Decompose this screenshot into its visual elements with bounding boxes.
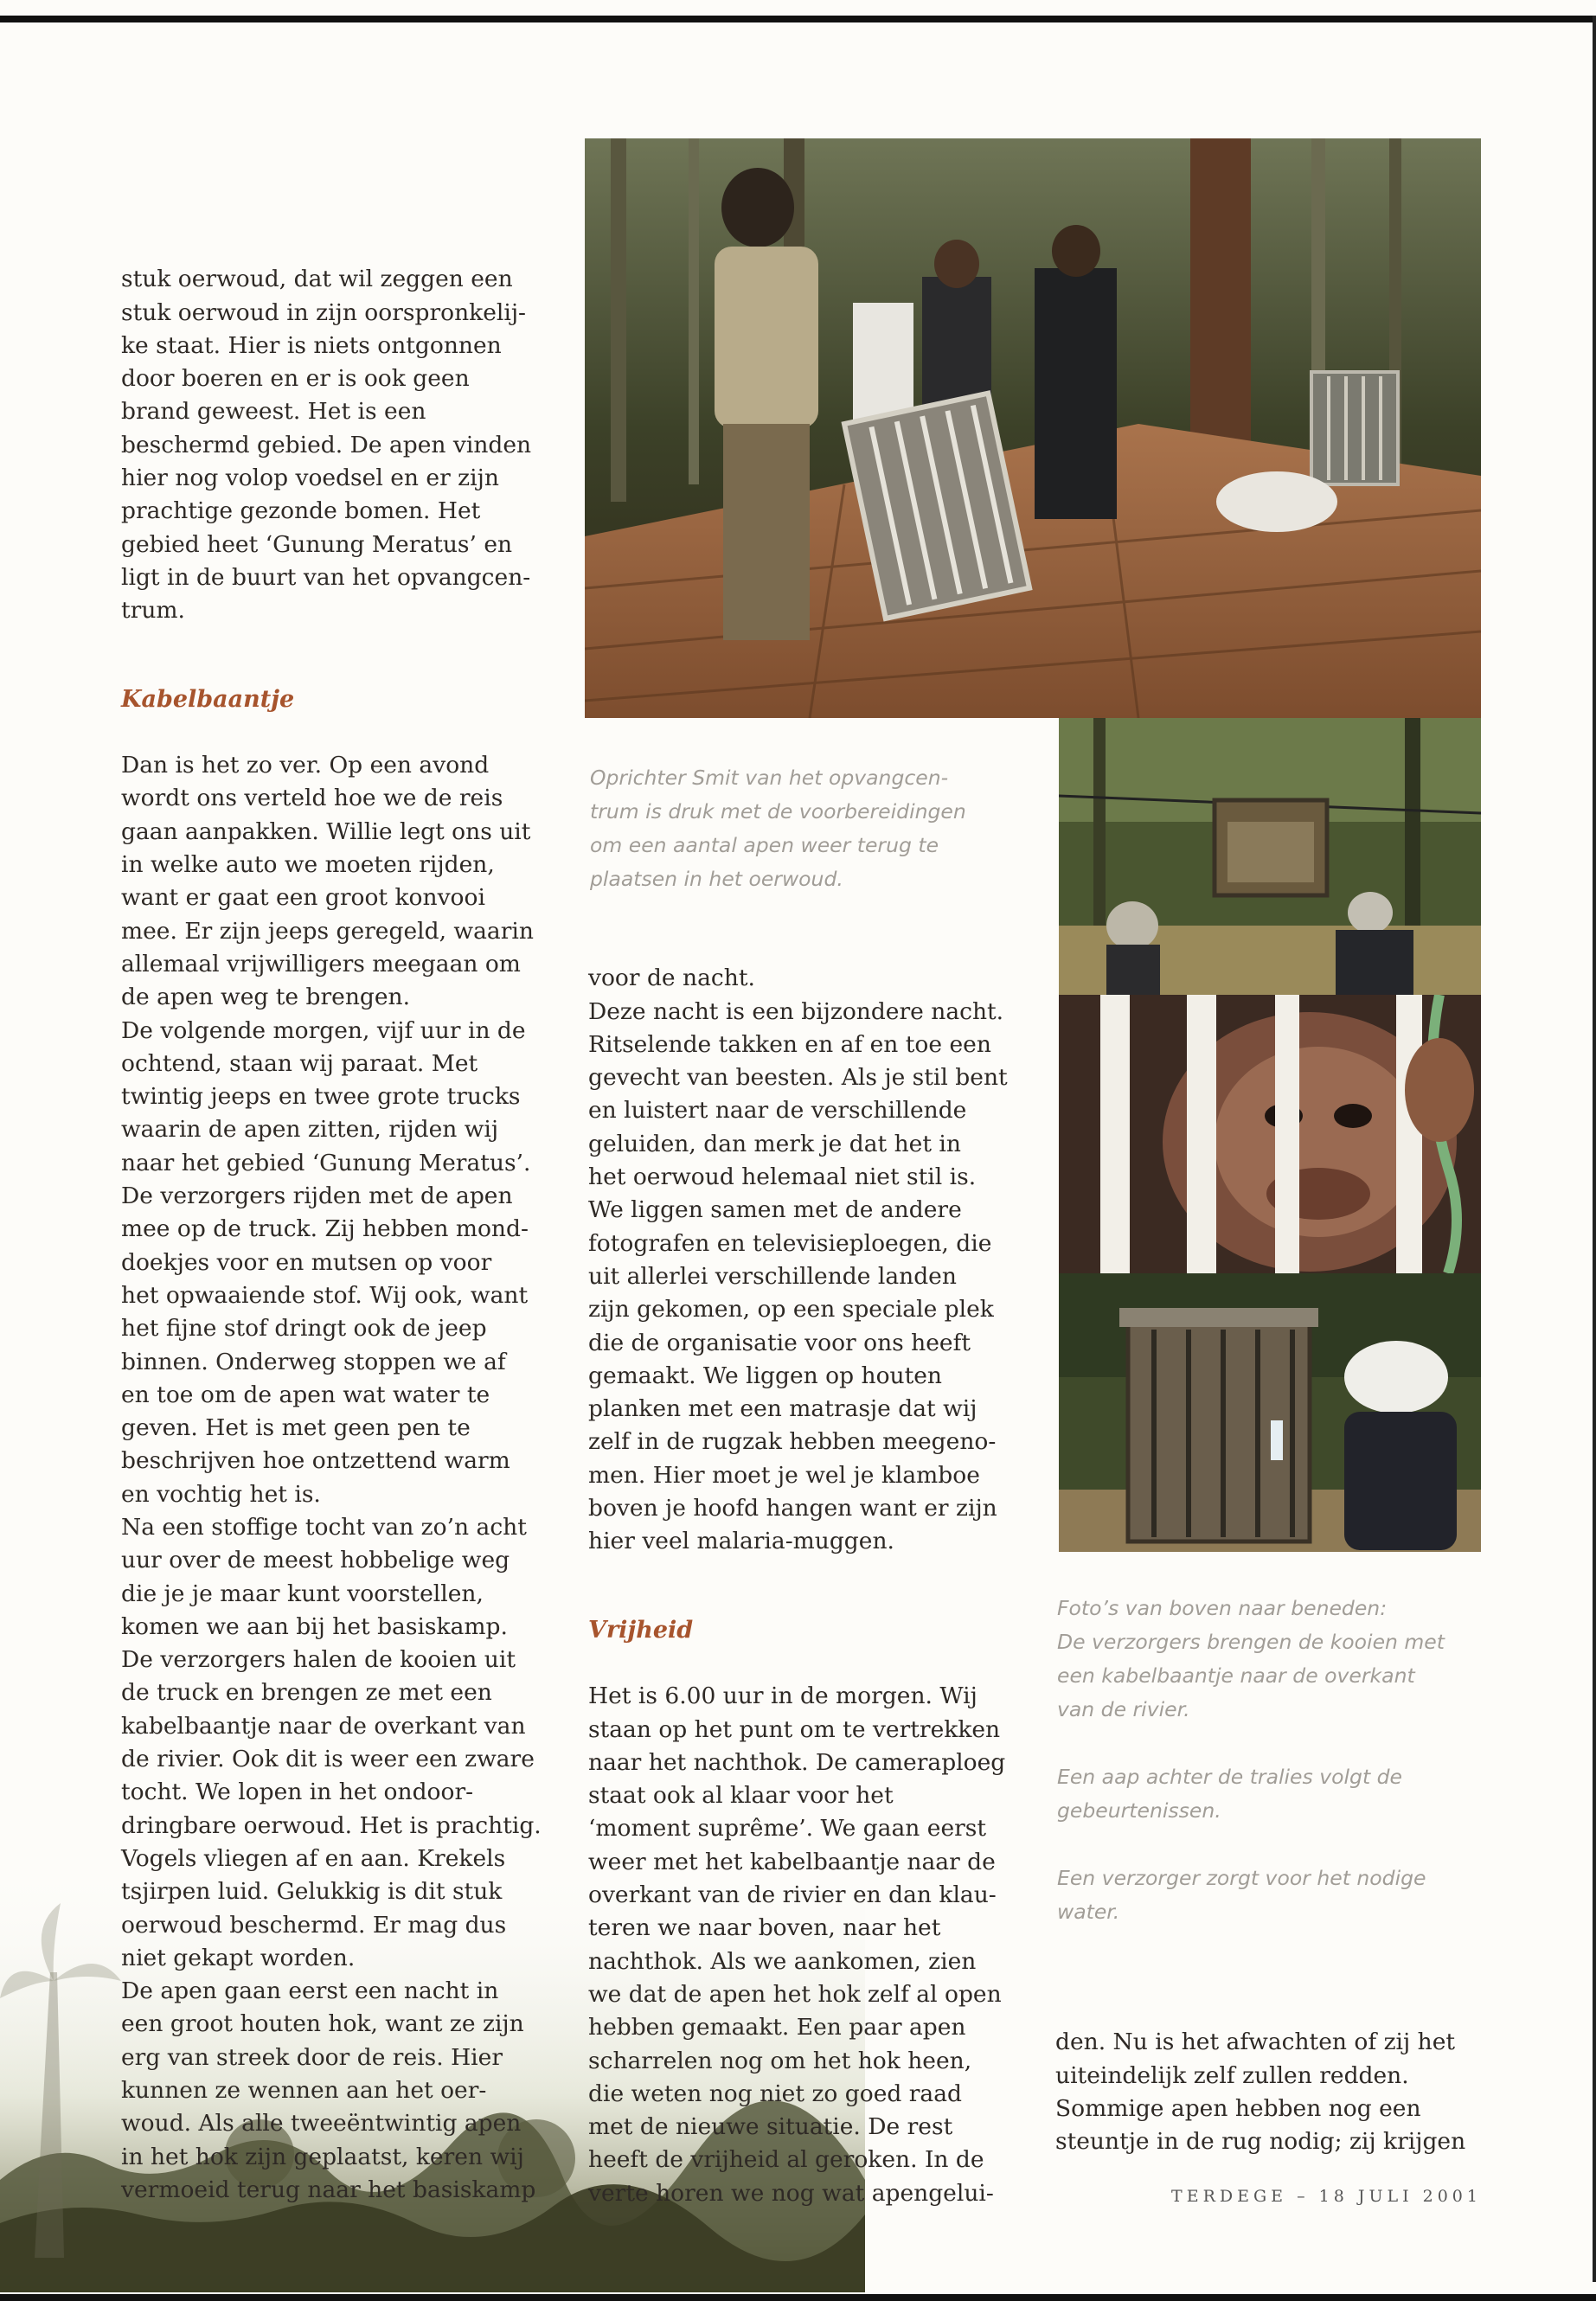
column-2-body-text: Het is 6.00 uur in de morgen. Wij staan op het punt om te vertrekken naar het nachthok. De cameraploeg staat ook al klaar voor het ‘moment suprême’. We gaan eerst weer met het kabelbaantje naar de overkant van de rivier en dan klau- teren we naar boven, naar het nachthok. Als we aankomen, zien we dat de apen het hok zelf al open hebben gemaakt. Een paar apen scharrelen nog om het hok heen, die weten nog niet zo goed raad met de nieuwe situatie. De rest heeft de vrijheid al geroken. In de verte horen we nog wat apengelui- [588, 1682, 1006, 2207]
column-1-intro-text: stuk oerwoud, dat wil zeggen een stuk oerwoud in zijn oorspronkelij- ke staat. Hier is niets ontgonnen door boeren en er is ook geen brand geweest. Het is een beschermd gebied. De apen vinden hier nog volop voedsel en er zijn prachtige gezonde bomen. Het gebied heet ‘Gunung Meratus’ en ligt in de buurt van het opvangcen- trum. [121, 266, 532, 625]
column-3-body-text: den. Nu is het afwachten of zij het uiteindelijk zelf zullen redden. Sommige apen hebben nog een steuntje in de rug nodig; zij krijgen [1055, 2029, 1466, 2156]
column-3 [1055, 1993, 1505, 2192]
page-footer [1171, 2187, 1482, 2206]
publication-name: TERDEGE [1171, 2187, 1288, 2206]
caption-photos-intro: Foto’s van boven naar beneden: [1057, 1596, 1388, 1620]
column-2 [588, 929, 1029, 2243]
caption-cable-car: De verzorgers brengen de kooien met een kabelbaantje naar de overkant van de rivier. [1057, 1630, 1445, 1721]
column-2-intro-text: voor de nacht. Deze nacht is een bijzondere nacht. Ritselende takken en af en toe een gevecht van beesten. Als je stil bent en luistert naar de verschillende geluiden, dan merk je dat het in het oerwoud helemaal niet stil is. We liggen samen met de andere fotografen en televisieploegen, die uit allerlei verschillende landen zijn gekomen, op een speciale plek die de organisatie voor ons heeft gemaakt. We liggen op houten planken met een matrasje dat wij zelf in de rugzak hebben meegeno- men. Hier moet je wel je klamboe boven je hoofd hangen want er zijn hier veel malaria-muggen. [588, 965, 1008, 1555]
caption-top-photo: Oprichter Smit van het opvangcen- trum is druk met de voorbereidingen om een aantal apen weer terug te plaatsen in het oerwoud. [590, 766, 966, 891]
footer-separator: – [1297, 2187, 1310, 2206]
heading-vrijheid: Vrijheid [588, 1616, 694, 1644]
caption-ape-bars: Een aap achter de tralies volgt de gebeurtenissen. [1057, 1765, 1403, 1823]
photo-founder-carrying-cage [585, 138, 1481, 718]
caption-water: Een verzorger zorgt voor het nodige water. [1057, 1866, 1426, 1924]
photo-cable-car-river [1059, 718, 1481, 995]
column-1-body-text: Dan is het zo ver. Op een avond wordt ons verteld hoe we de reis gaan aanpakken. Willie legt ons uit in welke auto we moeten rijden, want er gaat een groot konvooi mee. Er zijn jeeps geregeld, waarin allemaal vrijwilligers meegaan om de apen weg te brengen. De volgende morgen, vijf uur in de ochtend, staan wij paraat. Met twintig jeeps en twee grote trucks waarin de apen zitten, rijden wij naar het gebied ‘Gunung Meratus’. De verzorgers rijden met de apen mee op de truck. Zij hebben mond- doekjes voor en mutsen op voor het opwaaiende stof. Wij ook, want het fijne stof dringt ook de jeep binnen. Onderweg stoppen we af en toe om de apen wat water te geven. Het is met geen pen te beschrijven hoe ontzettend warm en vochtig het is. Na een stoffige tocht van zo’n acht uur over de meest hobbelige weg die je je maar kunt voorstellen, komen we aan bij het basiskamp. De verzorgers halen de kooien uit de truck en brengen ze met een kabelbaantje naar de overkant van de rivier. Ook dit is weer een zware tocht. We lopen in het ondoor- dringbare oerwoud. Het is prachtig. Vogels vliegen af en aan. Krekels tsjirpen luid. Gelukkig is dit stuk oerwoud beschermd. Er mag dus niet gekapt worden. De apen gaan eerst een nacht in een groot houten hok, want ze zijn erg van streek door de reis. Hier kunnen ze wennen aan het oer- woud. Als alle tweeëntwintig apen in het hok zijn geplaatst, keren wij vermoeid terug naar het basiskamp [121, 752, 542, 2203]
photo-ape-behind-bars [1059, 995, 1481, 1273]
right-border [1593, 16, 1596, 2282]
column-1 [121, 230, 562, 2240]
top-border [0, 16, 1596, 22]
issue-date: 18 JULI 2001 [1318, 2187, 1482, 2206]
heading-kabelbaantje: Kabelbaantje [121, 685, 295, 713]
photo-caretaker-giving-water [1059, 1273, 1481, 1552]
bottom-border [0, 2294, 1596, 2301]
